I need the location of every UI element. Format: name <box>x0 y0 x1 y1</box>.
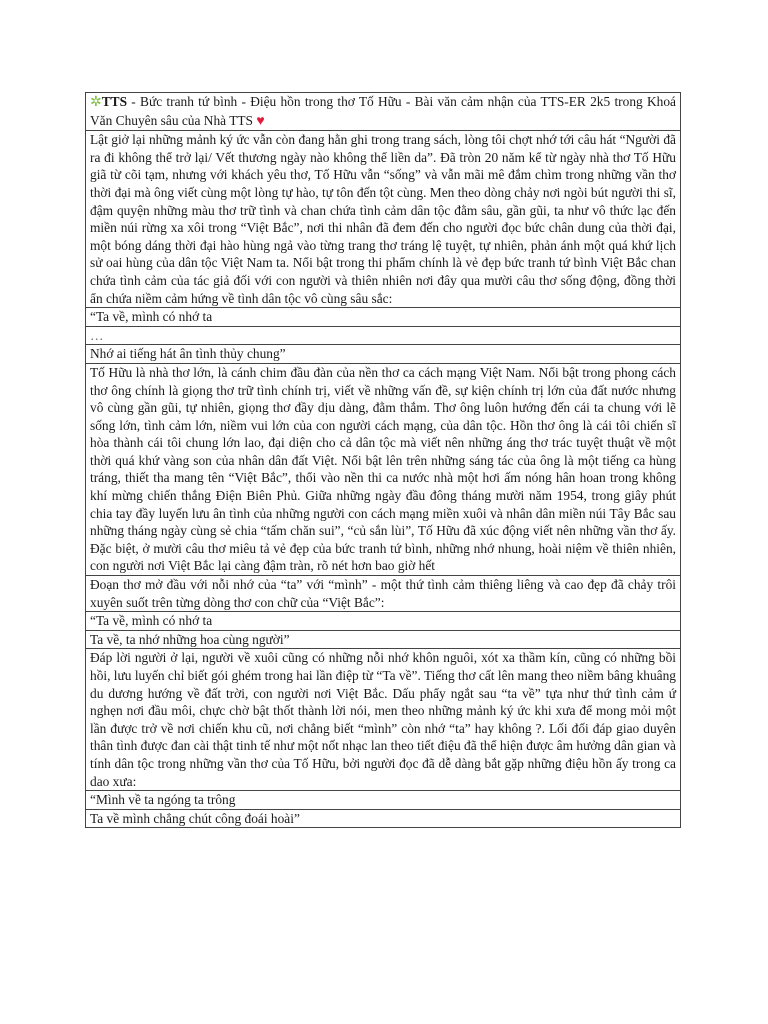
poem-line: Nhớ ai tiếng hát ân tình thủy chung” <box>86 345 680 364</box>
poem-line: “Ta về, mình có nhớ ta <box>86 308 680 327</box>
intro-paragraph: Lật giở lại những mảnh ký ức vẫn còn đang hằn ghi trong trang sách, lòng tôi chợt nhớ tới câu hát “Người đã ra đi không thể trở lại/ Vết thương ngày nào không thể liền da”. Đã tròn 20 năm kể từ ngày nhà thơ Tố Hữu giã từ cõi tạm, nhưng với khách yêu thơ, Tố Hữu vẫn “sống” và vẫn mãi mê đắm chìm trong những vần thơ thời đại mà ông viết cùng một lòng tự hào, tự tôn đến tột cùng. Men theo dòng chảy nơi ngòi bút người thi sĩ, đậm quyện những màu thơ trữ tình và chan chứa tình cảm dân tộc đằm sâu, gần gũi, ta như vô thức lạc đến miền núi rừng xa xôi trong “Việt Bắc”, nơi thi nhân đã đem đến cho người đọc bức chân dung của thời đại, một bóng dáng thời đại hào hùng ngả vào từng trang thơ tráng lệ tuyệt, tự nhiên, phản ánh một quá khứ lịch sử oai hùng của dân tộc Việt Nam ta. Nổi bật trong thi phẩm chính là vẻ đẹp bức tranh tứ bình Việt Bắc chan chứa tình cảm của tác giả đối với con người và thiên nhiên nơi đây qua mười câu thơ sống động, đồng thời ẩn chứa niềm cảm hứng về tình dân tộc vô cùng sâu sắc: <box>86 131 680 308</box>
document-table <box>85 92 681 828</box>
analysis-paragraph: Đáp lời người ở lại, người về xuôi cũng có những nỗi nhớ khôn nguôi, xót xa thầm kín, cũng có những bồi hồi, lưu luyến chỉ biết gói ghém trong hai lần điệp từ “Ta về”. Tiếng thơ cất lên mang theo niềm bâng khuâng du dương hướng về đất trời, con người nơi Việt Bắc. Dấu phẩy ngắt sau “ta về” tựa như thứ tình cảm ứ nghẹn nơi đầu môi, chực chờ bật thốt thành lời nói, men theo những mảnh ký ức khi xưa để mong mỏi một lần được trở về nơi chiến khu cũ, nơi chẳng biết “mình” còn nhớ “ta” hay không ?. Lối đối đáp giao duyên thân tình được đan cài thật tinh tế như một nốt nhạc lan theo tiết điệu đã thể hiện được âm hưởng dân gian và tính dân tộc trong những vần thơ của Tố Hữu, bởi người đọc đã dễ dàng bắt gặp những điệu hồn ấy trong ca dao xưa: <box>86 649 680 791</box>
poem-line: “Ta về, mình có nhớ ta <box>86 612 680 631</box>
poem-line: Ta về, ta nhớ những hoa cùng người” <box>86 631 680 650</box>
poem-ellipsis: … <box>86 327 680 346</box>
folk-poem-line: Ta về mình chẳng chút công đoái hoài” <box>90 810 300 826</box>
document-title-row <box>86 93 680 131</box>
sparkle-icon: ✲ <box>90 95 102 110</box>
folk-poem-line: “Mình về ta ngóng ta trông <box>86 791 680 810</box>
heart-icon: ♥ <box>256 113 265 129</box>
analysis-paragraph: Đoạn thơ mở đầu với nỗi nhớ của “ta” với “mình” - một thứ tình cảm thiêng liêng và cao đẹp đã chảy trôi xuyên suốt trên từng dòng thơ con chữ của “Việt Bắc”: <box>86 576 680 612</box>
title-text: - Bức tranh tứ bình - Điệu hồn trong thơ Tố Hữu - Bài văn cảm nhận của TTS-ER 2k5 trong Khoá Văn Chuyên sâu của Nhà TTS <box>90 94 676 128</box>
author-paragraph: Tố Hữu là nhà thơ lớn, là cánh chim đầu đàn của nền thơ ca cách mạng Việt Nam. Nổi bật trong phong cách thơ ông chính là giọng thơ trữ tình chính trị, viết về những vấn đề, sự kiện chính trị lớn của đất nước nhưng vô cùng gần gũi, tự nhiên, giọng thơ đầy dịu dàng, đằm thắm. Thơ ông luôn hướng đến cái ta chung với lẽ sống lớn, tình cảm lớn, niềm vui lớn của con người cách mạng, của dân tộc. Hồn thơ ông là cái tôi chiến sĩ hòa thành cái tôi chung lớn lao, đại diện cho cả dân tộc mà viết nên những áng thơ trác tuyệt thuật về một thời quá khứ vàng son của nhân dân đất Việt. Nổi bật lên trên những sáng tác của ông là một tiếng ca hùng tráng, thiết tha mang tên “Việt Bắc”, thổi vào nền thi ca nước nhà một hơi ấm nóng hân hoan trong không khí mừng chiến thắng Điện Biên Phủ. Giữa những ngày đầu đông tháng mười năm 1954, trong giây phút chia tay đầy luyến lưu ân tình của những người con cách mạng miền xuôi và nhân dân miền núi Tây Bắc sau những tháng ngày cùng sẻ chia “tấm chăn sui”, “củ sắn lùi”, Tố Hữu đã xúc động viết nên những vần thơ ấy. Đặc biệt, ở mười câu thơ miêu tả vẻ đẹp của bức tranh tứ bình, những nhớ nhung, hoài niệm về thiên nhiên, con người nơi Việt Bắc lại càng đậm tràn, rõ nét hơn bao giờ hết <box>86 364 680 576</box>
brand-label: TTS <box>101 94 128 109</box>
